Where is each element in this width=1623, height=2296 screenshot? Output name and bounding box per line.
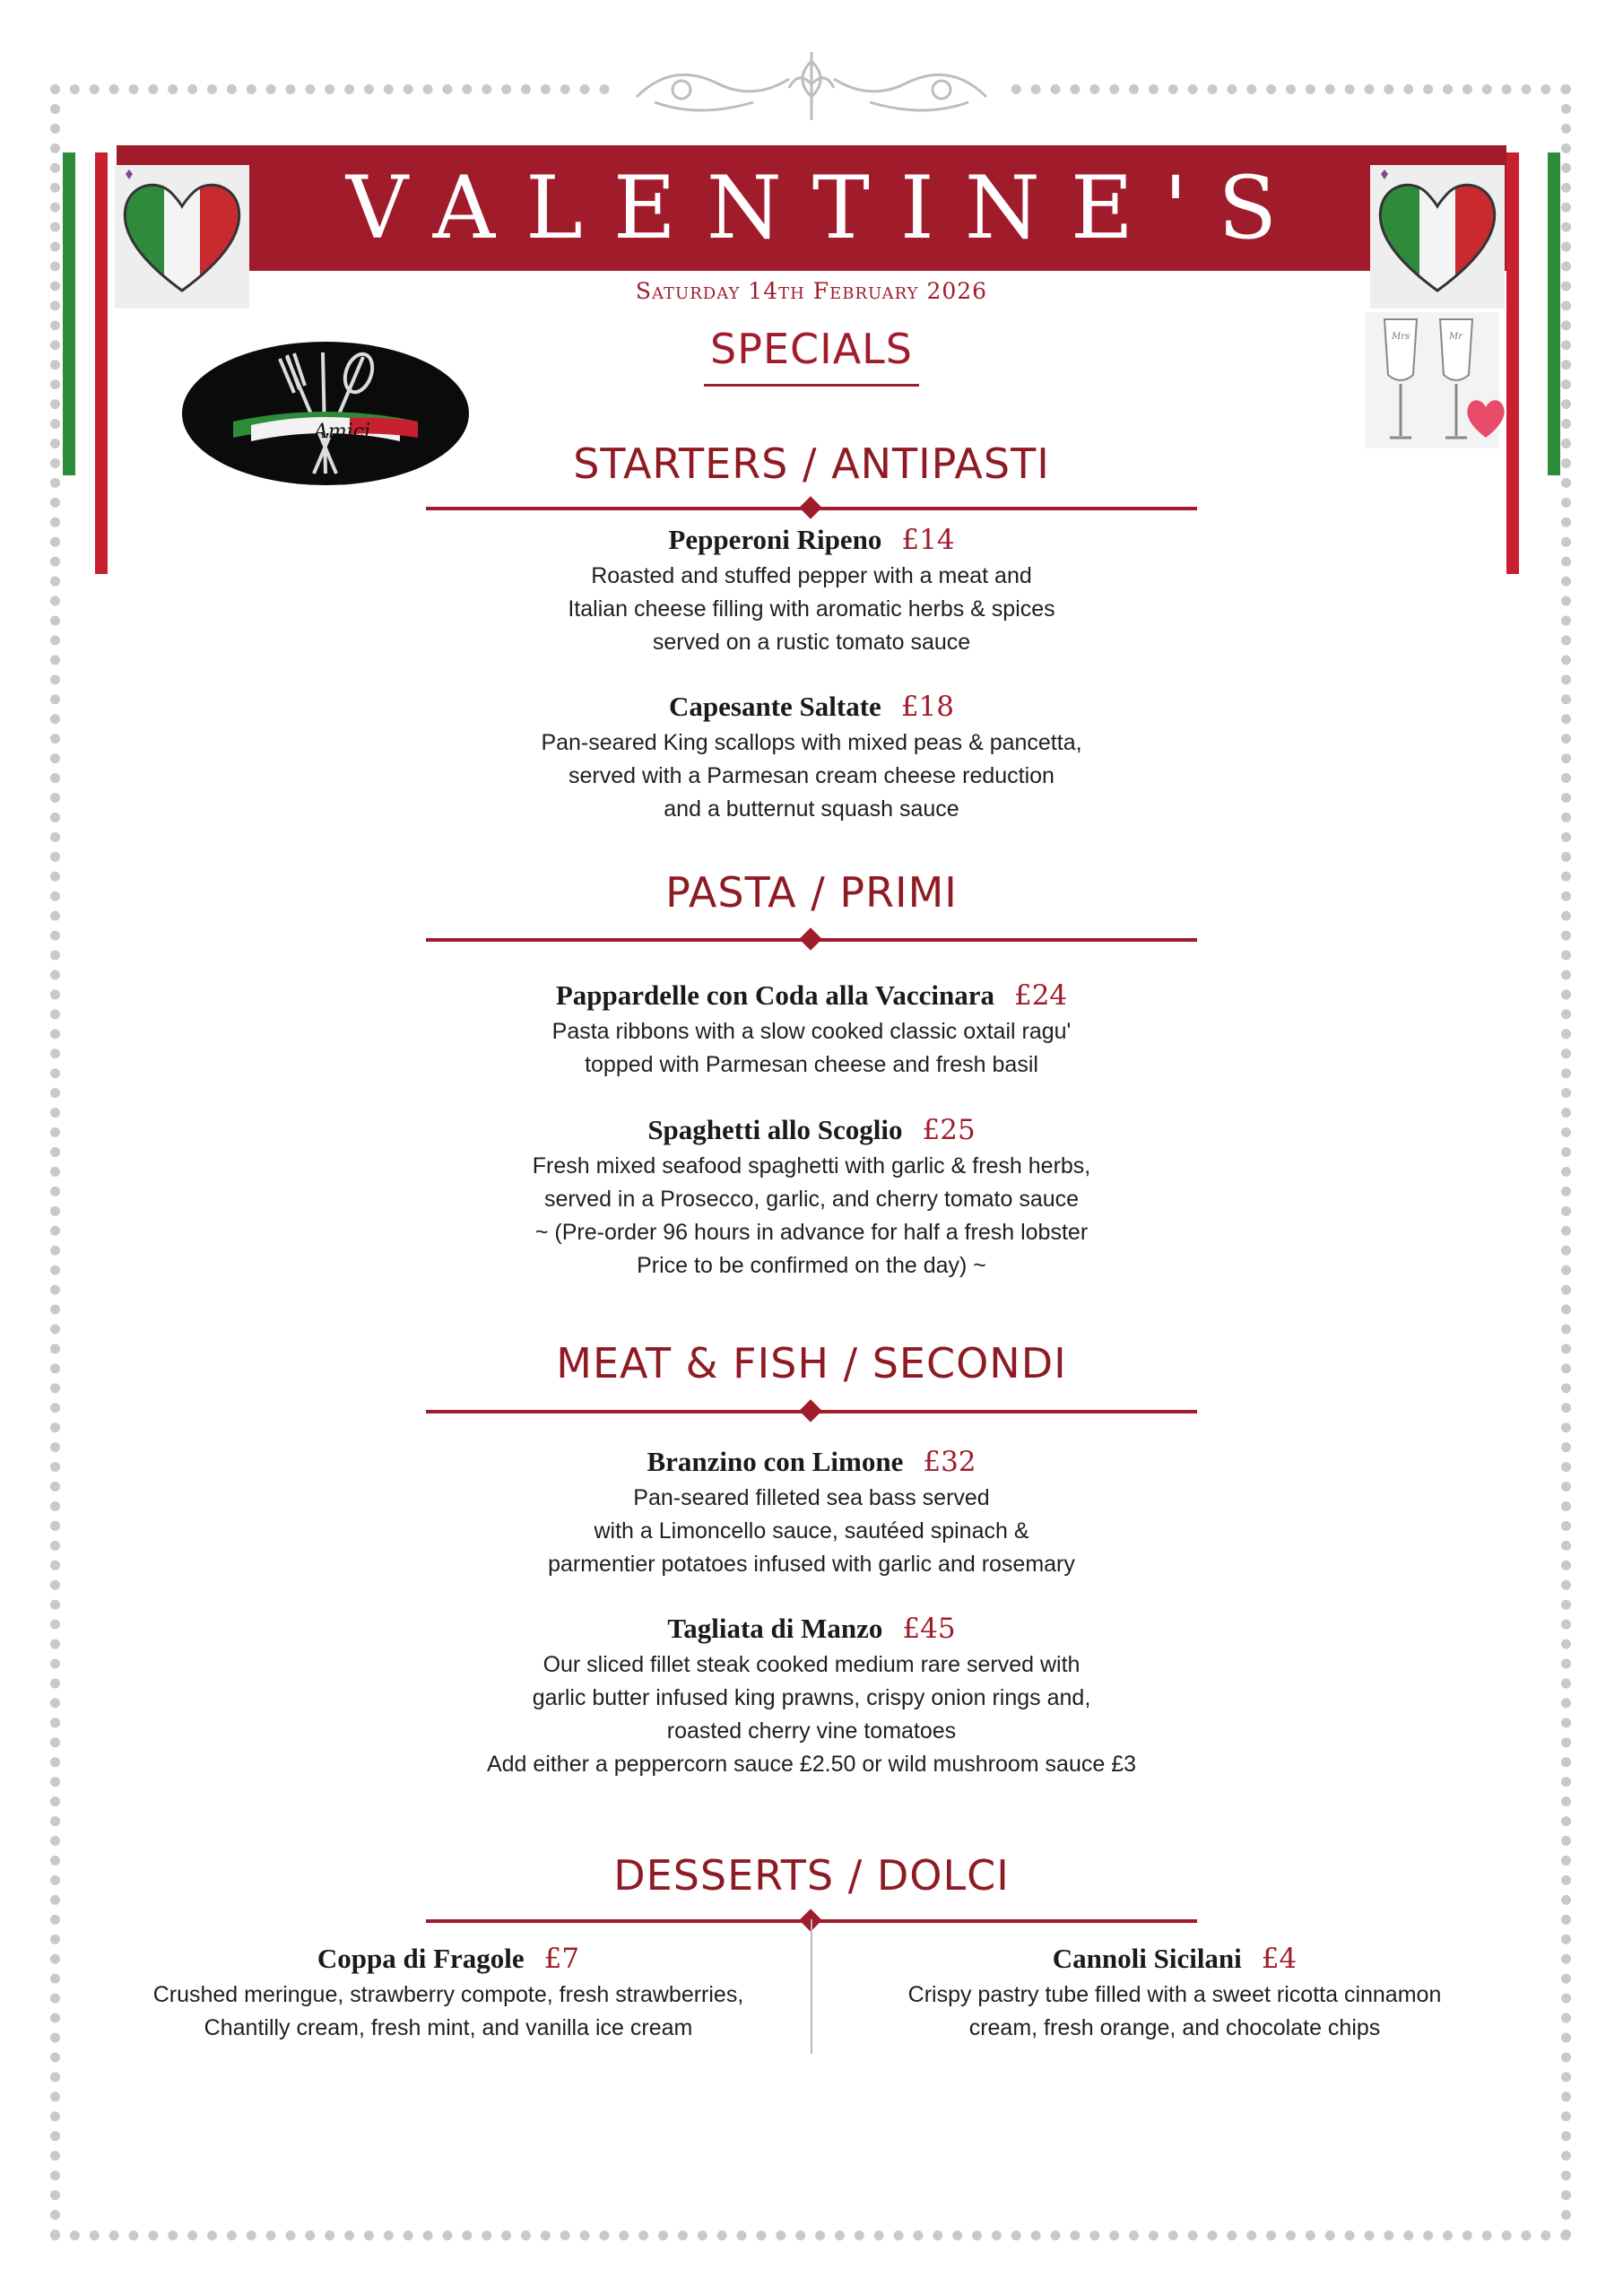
menu-item [0,1609,1623,1781]
section-divider [426,500,1197,517]
item-description-line: garlic butter infused king prawns, crispy onion rings and, [532,1685,1091,1710]
event-date: Saturday 14th February 2026 [635,278,988,304]
glass-label-left: Mrs [1392,332,1410,342]
item-description-line: Fresh mixed seafood spaghetti with garlic & fresh herbs, [532,1153,1091,1178]
item-price: £45 [902,1613,956,1645]
item-price: £32 [923,1446,976,1478]
item-price: £7 [543,1943,580,1975]
item-name: Pappardelle con Coda alla Vaccinara [555,979,994,1011]
item-price: £14 [901,524,955,556]
scroll-ornament-icon [619,43,1004,129]
item-name: Branzino con Limone [647,1446,904,1477]
item-description-line: parmentier potatoes infused with garlic and rosemary [548,1552,1075,1577]
item-description-line: Crispy pastry tube filled with a sweet ricotta cinnamon [907,1982,1442,2007]
subtitle-underline [704,384,919,387]
item-description-line: Italian cheese filling with aromatic herbs & spices [568,596,1055,622]
section-title-pasta: PASTA / PRIMI [665,868,958,917]
item-description-line: Add either a peppercorn sauce £2.50 or wild mushroom sauce £3 [486,1752,1137,1777]
item-name: Coppa di Fragole [317,1943,525,1974]
item-description-line: topped with Parmesan cheese and fresh basil [585,1052,1038,1077]
item-description-line: and a butternut squash sauce [664,796,959,822]
item-price: £24 [1013,979,1068,1012]
title-banner [117,145,1506,271]
page-subtitle: SPECIALS [710,325,913,373]
section-title-desserts: DESSERTS / DOLCI [613,1851,1010,1900]
item-name: Cannoli Sicilani [1052,1943,1242,1974]
item-description-line: cream, fresh orange, and chocolate chips [968,2015,1381,2040]
item-description-line: Crushed meringue, strawberry compote, fresh strawberries, [152,1982,744,2007]
item-price: £25 [922,1114,976,1146]
menu-item [99,1939,798,2045]
section-title-mains: MEAT & FISH / SECONDI [556,1339,1067,1387]
item-description-line: served in a Prosecco, garlic, and cherry tomato sauce [543,1187,1080,1212]
item-description-line: Price to be confirmed on the day) ~ [637,1253,986,1278]
item-description-line: Pasta ribbons with a slow cooked classic oxtail ragu' [551,1019,1072,1044]
item-description-line: served on a rustic tomato sauce [652,630,971,655]
section-title-starters: STARTERS / ANTIPASTI [573,439,1050,488]
item-description-line: Roasted and stuffed pepper with a meat and [591,563,1032,588]
menu-item [0,687,1623,826]
menu-item [0,1110,1623,1283]
item-description-line: Pan-seared filleted sea bass served [633,1485,990,1510]
section-divider [426,1403,1197,1421]
item-name: Tagliata di Manzo [667,1613,883,1644]
logo-text: Amici [314,421,371,443]
page-title: VALENTINE'S [345,158,1308,258]
item-description-line: Chantilly cream, fresh mint, and vanilla ice cream [204,2015,693,2040]
item-name: Pepperoni Ripeno [668,524,882,555]
pink-heart-icon [1463,395,1508,441]
item-description-line: ~ (Pre-order 96 hours in advance for half a fresh lobster [534,1220,1089,1245]
item-name: Capesante Saltate [669,691,881,722]
item-description-line: roasted cherry vine tomatoes [666,1718,957,1744]
item-name: Spaghetti allo Scoglio [647,1114,903,1145]
item-description-line: Our sliced fillet steak cooked medium rare served with [542,1652,1081,1677]
section-divider [426,931,1197,949]
item-price: £18 [900,691,954,723]
item-description-line: Pan-seared King scallops with mixed peas & pancetta, [541,730,1082,755]
item-description-line: with a Limoncello sauce, sautéed spinach & [594,1518,1029,1544]
dessert-column-divider [811,1919,812,2054]
glass-label-right: Mr [1449,332,1463,342]
menu-item [0,520,1623,659]
menu-item [0,976,1623,1082]
item-description-line: served with a Parmesan cream cheese reduction [568,763,1055,788]
menu-item [0,1442,1623,1581]
menu-item [825,1939,1524,2045]
item-price: £4 [1261,1943,1298,1975]
